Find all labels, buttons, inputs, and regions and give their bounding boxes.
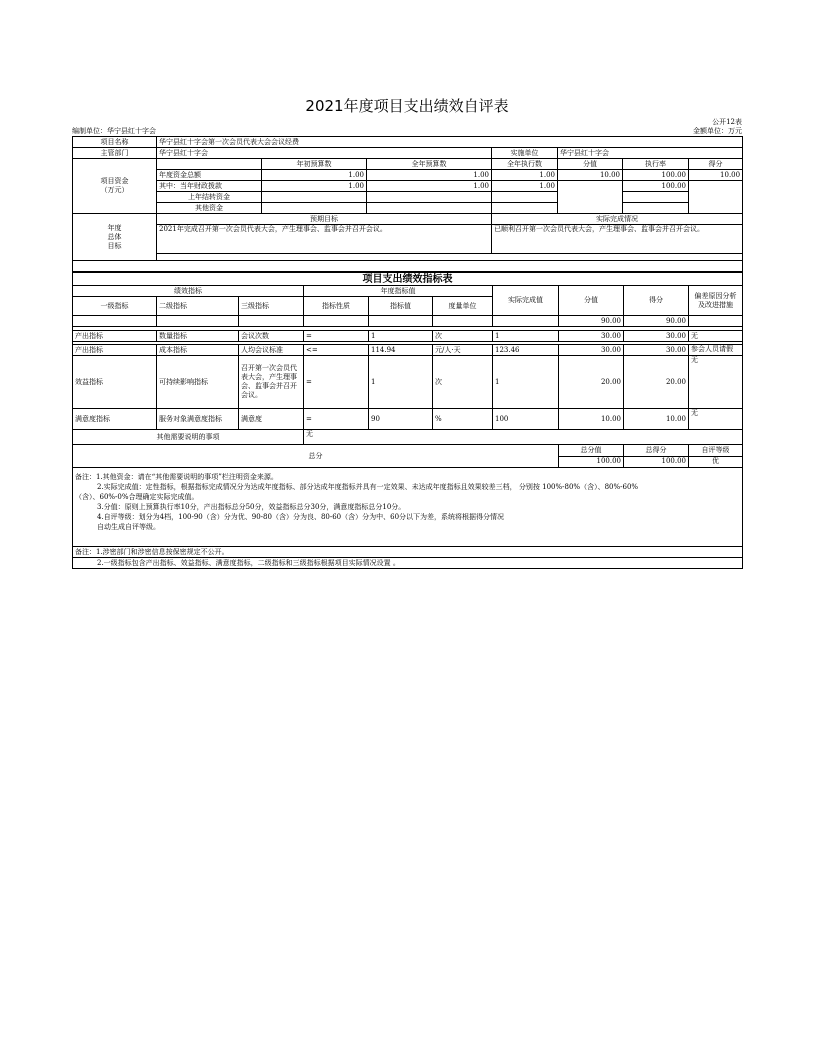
form-meta-right [693, 118, 742, 136]
secret-note-2: 2.一级指标包含产出指标、效益指标、满意度指标，二级指标和三级指标根据项目实际情况设置 。 [73, 558, 743, 569]
total-score: 100.00 [559, 456, 624, 468]
subtotal-score: 90.00 [559, 316, 624, 327]
cell: 100.00 [623, 170, 689, 181]
cell: 1.00 [262, 181, 367, 192]
cell: 20.00 [559, 356, 624, 409]
actual-goal-label: 实际完成情况 [492, 214, 743, 225]
cell: 可持续影响指标 [157, 356, 239, 409]
cell: 90 [369, 409, 433, 430]
cell: = [304, 356, 369, 409]
funds-row-label: 其中：当年财政拨款 [157, 181, 262, 192]
cell: 无 [689, 331, 743, 342]
secret-note-1: 备注：1.涉密部门和涉密信息按保密规定不公开。 [73, 547, 743, 558]
project-name: 华宁县红十字会第一次会员代表大会会议经费 [157, 137, 743, 148]
col-rate: 执行率 [623, 159, 689, 170]
cell: 1.00 [367, 181, 492, 192]
cell: 人均会议标准 [239, 345, 304, 356]
cell: 无 [689, 409, 743, 430]
note-2b: （含）、60%-0%合理确定实际完成值。 [73, 492, 743, 502]
cell: = [304, 409, 369, 430]
table-row [73, 331, 743, 342]
cell: 1 [369, 356, 433, 409]
note-3: 3.分值：原则上预算执行率10分，产出指标总分50分，效益指标总分30分，满意度指标总分10分。 [73, 502, 743, 512]
cell: 1.00 [262, 170, 367, 181]
table-row [73, 356, 743, 409]
table-row [73, 345, 743, 356]
funds-row-label: 其他资金 [157, 203, 262, 214]
cell: 123.46 [493, 345, 559, 356]
evaluation-form [72, 96, 742, 569]
grade-label: 自评等级 [689, 445, 743, 457]
cell: 产出指标 [73, 345, 157, 356]
cell: 召开第一次会员代表大会，产生理事会、监事会并召开会议。 [239, 356, 304, 409]
cell: 30.00 [559, 345, 624, 356]
cell: 1.00 [492, 170, 558, 181]
l2-label: 二级指标 [157, 297, 239, 316]
actual-label: 实际完成值 [493, 286, 559, 316]
cell: 10.00 [624, 409, 689, 430]
unit-label: 度量单位 [433, 297, 493, 316]
cell: 100 [493, 409, 559, 430]
note-2a: 2.实际完成值：定性指标，根据指标完成情况分为达成年度指标、部分达成年度指标并具有一定效果、未达成年度指标且效果较差三档， 分别按 100%-80%（含）、80%-60% [73, 482, 743, 492]
form-meta [72, 116, 742, 136]
l1-label: 一级指标 [73, 297, 157, 316]
cell: 30.00 [559, 331, 624, 342]
cell: 30.00 [624, 345, 689, 356]
cell [689, 181, 743, 214]
cell: 服务对象满意度指标 [157, 409, 239, 430]
unit-label: 编制单位：华宁县红十字会 [72, 127, 156, 135]
impl-label: 实施单位 [492, 148, 558, 159]
other-label: 其他需要说明的事项 [73, 430, 304, 445]
notes-table [72, 468, 743, 569]
col-annual-budget: 全年预算数 [367, 159, 492, 170]
project-name-label: 项目名称 [73, 137, 157, 148]
cell: 无 [689, 356, 743, 409]
cell: 1 [493, 331, 559, 342]
col-got: 得分 [689, 159, 743, 170]
cell: 满意度 [239, 409, 304, 430]
cell: 效益指标 [73, 356, 157, 409]
form-number: 公开12表 [712, 118, 742, 126]
total-got-label: 总得分 [624, 445, 689, 457]
col-initial-budget: 年初预算数 [262, 159, 367, 170]
cell: = [304, 331, 369, 342]
value-label: 指标值 [369, 297, 433, 316]
cell: 会议次数 [239, 331, 304, 342]
cell: 10.00 [689, 170, 743, 181]
cell: 30.00 [624, 331, 689, 342]
cell: 1.00 [367, 170, 492, 181]
got-label: 得分 [624, 286, 689, 316]
cell: 次 [433, 331, 493, 342]
cell: 元/人·天 [433, 345, 493, 356]
cell: 数量指标 [157, 331, 239, 342]
grade-value: 优 [689, 456, 743, 468]
indicator-table [72, 272, 743, 468]
cell: 1 [369, 331, 433, 342]
nature-label: 指标性质 [304, 297, 369, 316]
subtotal-got: 90.00 [624, 316, 689, 327]
cell: 100.00 [623, 181, 689, 192]
note-1: 备注：1.其他资金：请在“其他需要说明的事项”栏注明资金来源。 [73, 472, 743, 482]
table-row [73, 409, 743, 430]
cell: 满意度指标 [73, 409, 157, 430]
perf-label: 绩效指标 [73, 286, 304, 297]
score-label: 分值 [559, 286, 624, 316]
funds-row-label: 年度资金总额 [157, 170, 262, 181]
funds-label: 项目资金 （万元） [73, 159, 157, 214]
note-4b: 自动生成自评等级。 [73, 522, 743, 532]
cell: 产出指标 [73, 331, 157, 342]
cell: 次 [433, 356, 493, 409]
total-got: 100.00 [624, 456, 689, 468]
funds-row-label: 上年结转资金 [157, 192, 262, 203]
deviation-label: 偏差原因分析 及改进措施 [689, 286, 743, 316]
other-value: 无 [304, 430, 743, 445]
cell [558, 181, 623, 214]
cell: 1 [493, 356, 559, 409]
cell: 10.00 [559, 409, 624, 430]
l3-label: 三级指标 [239, 297, 304, 316]
page-title: 2021年度项目支出绩效自评表 [305, 97, 509, 115]
cell: % [433, 409, 493, 430]
actual-goal: 已顺利召开第一次会员代表大会，产生理事会、监事会并召开会议。 [492, 225, 743, 254]
impl-value: 华宁县红十字会 [558, 148, 743, 159]
cell: 20.00 [624, 356, 689, 409]
cell: 成本指标 [157, 345, 239, 356]
dept-value: 华宁县红十字会 [157, 148, 492, 159]
cell: 1.00 [492, 181, 558, 192]
goals-label: 年度 总体 目标 [73, 214, 157, 261]
expected-goal: 2021年完成召开第一次会员代表大会，产生理事会、监事会并召开会议。 [157, 225, 492, 254]
col-executed: 全年执行数 [492, 159, 558, 170]
cell: <= [304, 345, 369, 356]
total-label: 总分 [73, 445, 559, 468]
annual-label: 年度指标值 [304, 286, 493, 297]
cell: 参会人员请假 [689, 345, 743, 356]
indicator-title: 项目支出绩效指标表 [73, 273, 743, 286]
dept-label: 主管部门 [73, 148, 157, 159]
funds-table [72, 136, 743, 272]
expected-goal-label: 预期目标 [157, 214, 492, 225]
note-4a: 4.自评等级：划分为4档，100-90（含）分为优、90-80（含）分为良、80-60（含）分为中、60分以下为差，系统将根据得分情况 [73, 512, 743, 522]
money-unit: 金额单位：万元 [693, 127, 742, 135]
col-score: 分值 [558, 159, 623, 170]
cell: 10.00 [558, 170, 623, 181]
cell: 114.94 [369, 345, 433, 356]
total-score-label: 总分值 [559, 445, 624, 457]
